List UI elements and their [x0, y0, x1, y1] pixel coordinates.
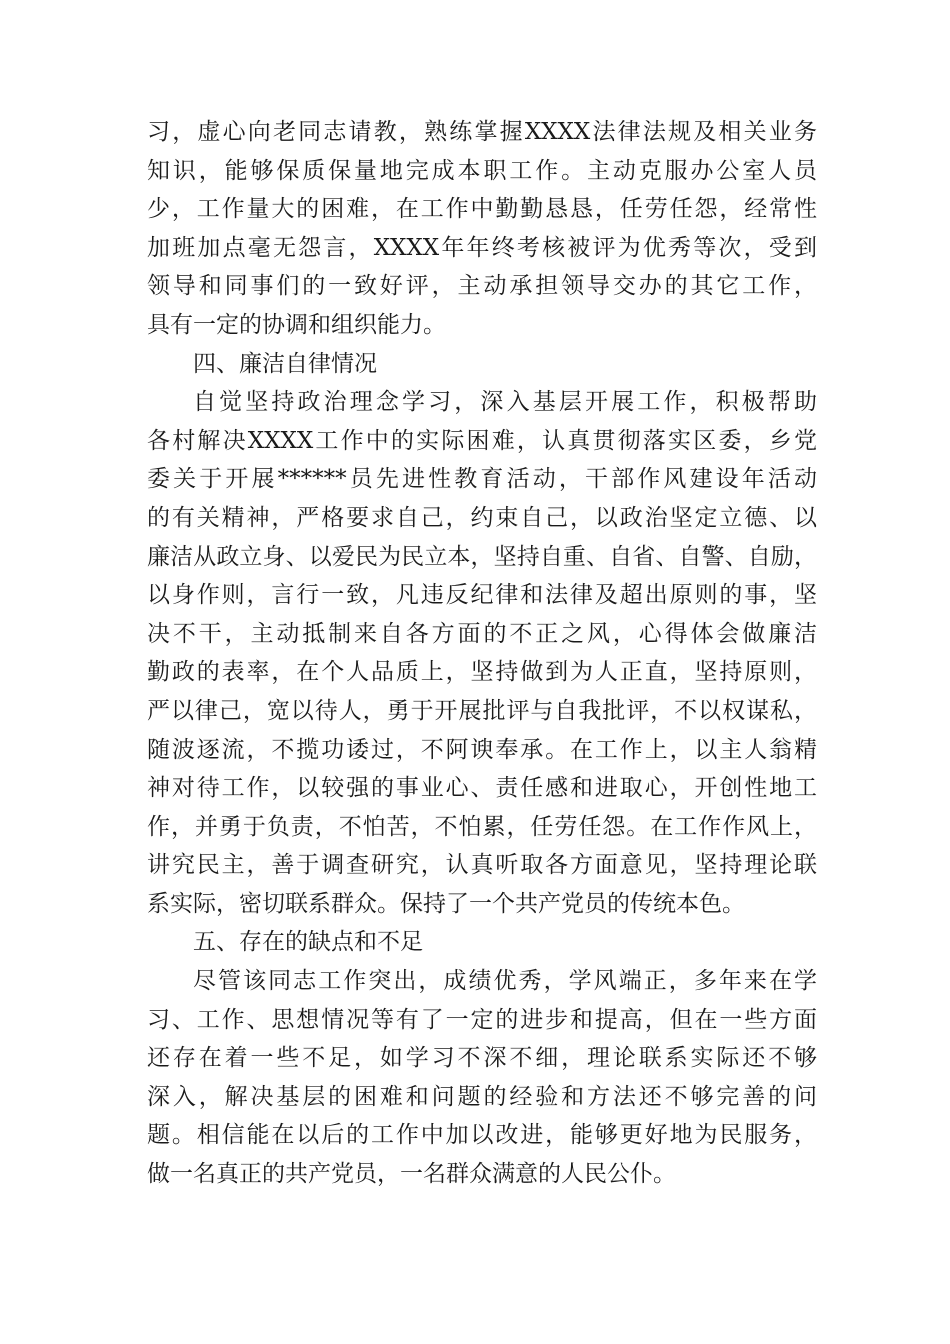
text-line: 作，并勇于负责，不怕苦，不怕累，任劳任怨。在工作作风上，: [147, 813, 817, 840]
text-line: 神对待工作，以较强的事业心、责任感和进取心，开创性地工: [147, 775, 817, 802]
text-line: 讲究民主，善于调查研究，认真听取各方面意见，坚持理论联: [147, 852, 817, 879]
text-line: 还存在着一些不足，如学习不深不细，理论联系实际还不够: [147, 1045, 817, 1072]
text-line: 系实际，密切联系群众。保持了一个共产党员的传统本色。: [147, 890, 745, 917]
section-heading-integrity: 四、廉洁自律情况: [193, 350, 377, 377]
text-line: 少，工作量大的困难，在工作中勤勤恳恳，任劳任怨，经常性: [147, 196, 817, 223]
text-line: 做一名真正的共产党员，一名群众满意的人民公仆。: [147, 1161, 676, 1188]
text-line: 尽管该同志工作突出，成绩优秀，学风端正，多年来在学: [193, 968, 817, 995]
text-line: 习，虚心向老同志请教，熟练掌握XXXX法律法规及相关业务: [147, 119, 817, 145]
text-line: 勤政的表率，在个人品质上，坚持做到为人正直，坚持原则，: [147, 659, 817, 686]
text-line: 加班加点毫无怨言，XXXX年年终考核被评为优秀等次，受到: [147, 234, 817, 261]
text-line: 题。相信能在以后的工作中加以改进，能够更好地为民服务，: [147, 1122, 817, 1149]
text-line: 各村解决XXXX工作中的实际困难，认真贯彻落实区委，乡党: [147, 427, 817, 454]
text-line: 知识，能够保质保量地完成本职工作。主动克服办公室人员: [147, 157, 817, 184]
text-line: 委关于开展******员先进性教育活动，干部作风建设年活动: [147, 466, 817, 493]
text-line: 自觉坚持政治理念学习，深入基层开展工作，积极帮助: [193, 389, 817, 416]
text-line: 以身作则，言行一致，凡违反纪律和法律及超出原则的事，坚: [147, 582, 817, 609]
text-line: 决不干，主动抵制来自各方面的不正之风，心得体会做廉洁: [147, 620, 817, 647]
text-line: 的有关精神，严格要求自己，约束自己，以政治坚定立德、以: [147, 504, 817, 531]
document-body: [147, 113, 817, 1194]
text-line: 严以律己，宽以待人，勇于开展批评与自我批评，不以权谋私，: [147, 697, 817, 724]
text-line: 具有一定的协调和组织能力。: [147, 311, 446, 338]
text-line: 深入，解决基层的困难和问题的经验和方法还不够完善的问: [147, 1083, 817, 1110]
text-line: 廉洁从政立身、以爱民为民立本，坚持自重、自省、自警、自励，: [147, 543, 817, 570]
paragraph-integrity: [147, 383, 817, 923]
text-line: 习、工作、思想情况等有了一定的进步和提高，但在一些方面: [147, 1006, 817, 1033]
paragraph-shortcomings: [147, 962, 817, 1194]
text-line: 随波逐流，不揽功诿过，不阿谀奉承。在工作上，以主人翁精: [147, 736, 817, 763]
section-heading-shortcomings: 五、存在的缺点和不足: [193, 929, 423, 956]
text-line: 领导和同事们的一致好评，主动承担领导交办的其它工作，: [147, 273, 817, 300]
paragraph-work-performance-continued: [147, 113, 817, 345]
